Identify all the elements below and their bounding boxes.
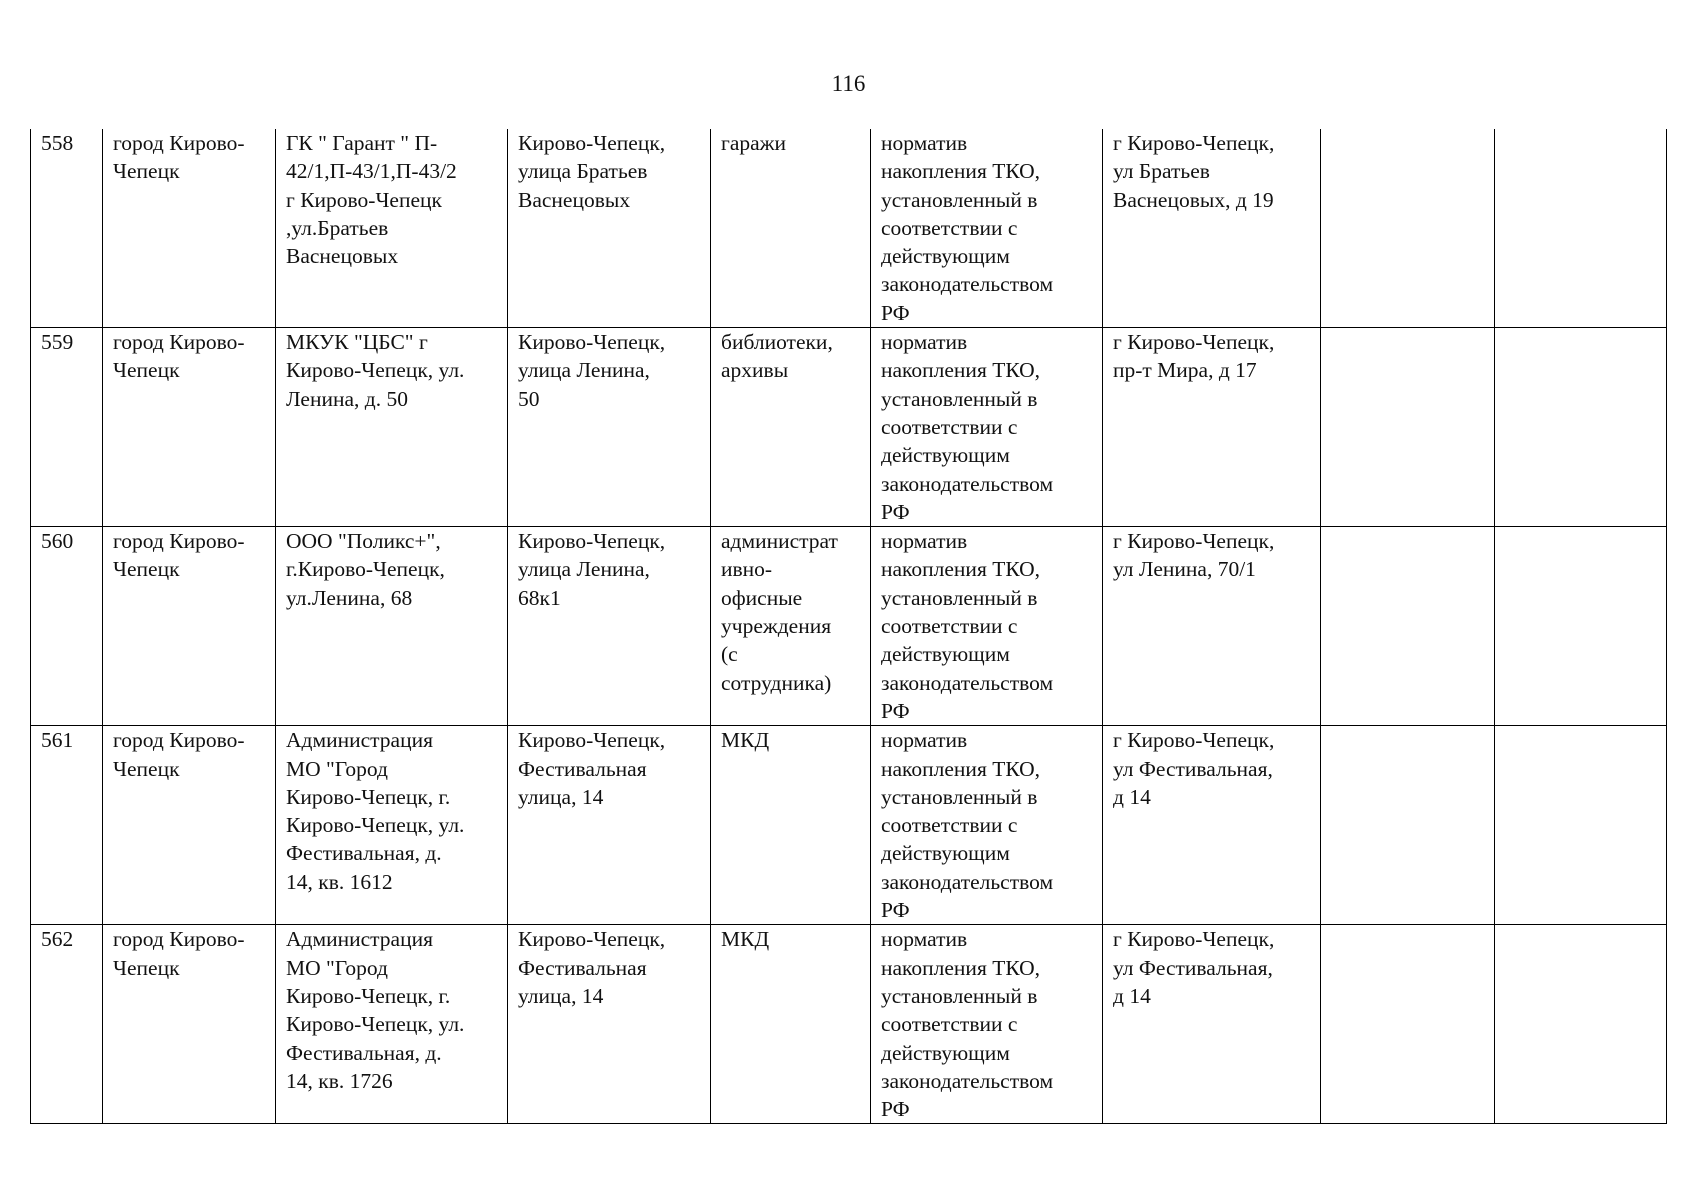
row-number-cell xyxy=(31,527,103,726)
row-number-cell xyxy=(31,129,103,328)
empty-cell xyxy=(1321,726,1495,925)
site-address-cell-text: г Кирово-Чепецк, ул Братьев Васнецовых, д 19 xyxy=(1113,131,1275,212)
accumulation-norm-cell-text: норматив накопления ТКО, установленный в соответствии с действующим законодательством РФ xyxy=(881,330,1054,524)
source-category-cell xyxy=(711,925,871,1124)
empty-cell xyxy=(1321,129,1495,328)
site-location-cell-text: Кирово-Чепецк, улица Ленина, 68к1 xyxy=(518,529,666,610)
site-address-cell xyxy=(1103,527,1321,726)
site-location-cell-text: Кирово-Чепецк, Фестивальная улица, 14 xyxy=(518,728,666,809)
site-location-cell-text: Кирово-Чепецк, улица Братьев Васнецовых xyxy=(518,131,666,212)
waste-source-cell-text: ГК " Гарант " П- 42/1,П-43/1,П-43/2 г Кирово-Чепецк ,ул.Братьев Васнецовых xyxy=(286,131,457,269)
source-category-cell xyxy=(711,328,871,527)
settlement-cell xyxy=(103,527,276,726)
site-address-cell xyxy=(1103,328,1321,527)
accumulation-norm-cell xyxy=(871,726,1103,925)
empty-cell xyxy=(1321,527,1495,726)
settlement-cell-text: город Кирово- Чепецк xyxy=(113,728,245,781)
source-category-cell xyxy=(711,726,871,925)
settlement-cell-text: город Кирово- Чепецк xyxy=(113,131,245,184)
table-row xyxy=(31,129,1667,328)
accumulation-norm-cell-text: норматив накопления ТКО, установленный в соответствии с действующим законодательством РФ xyxy=(881,529,1054,723)
waste-source-cell xyxy=(276,129,508,328)
table-row xyxy=(31,328,1667,527)
waste-source-cell-text: Администрация МО "Город Кирово-Чепецк, г. Кирово-Чепецк, ул. Фестивальная, д. 14, кв. 1726 xyxy=(286,927,465,1093)
site-address-cell-text: г Кирово-Чепецк, ул Ленина, 70/1 xyxy=(1113,529,1275,582)
accumulation-norm-cell-text: норматив накопления ТКО, установленный в соответствии с действующим законодательством РФ xyxy=(881,728,1054,923)
waste-source-cell-text: МКУК "ЦБС" г Кирово-Чепецк, ул. Ленина, д. 50 xyxy=(286,330,465,411)
waste-source-cell-text: ООО "Поликс+", г.Кирово-Чепецк, ул.Ленина, 68 xyxy=(286,529,445,610)
empty-cell xyxy=(1321,328,1495,527)
waste-source-cell xyxy=(276,925,508,1124)
source-category-cell-text: администрат ивно- офисные учреждения (с сотрудника) xyxy=(721,529,838,695)
site-address-cell xyxy=(1103,925,1321,1124)
table-row xyxy=(31,726,1667,925)
empty-cell xyxy=(1495,129,1667,328)
settlement-cell-text: город Кирово- Чепецк xyxy=(113,330,245,383)
source-category-cell-text: МКД xyxy=(721,927,770,952)
site-address-cell-text: г Кирово-Чепецк, ул Фестивальная, д 14 xyxy=(1113,927,1275,1008)
row-number-cell xyxy=(31,328,103,527)
site-location-cell xyxy=(508,726,711,925)
accumulation-norm-cell xyxy=(871,328,1103,527)
site-address-cell-text: г Кирово-Чепецк, ул Фестивальная, д 14 xyxy=(1113,728,1275,809)
row-number-cell-text: 562 xyxy=(41,927,74,952)
site-location-cell xyxy=(508,925,711,1124)
waste-source-cell xyxy=(276,726,508,925)
site-location-cell xyxy=(508,129,711,328)
accumulation-norm-cell-text: норматив накопления ТКО, установленный в соответствии с действующим законодательством РФ xyxy=(881,131,1054,325)
row-number-cell xyxy=(31,726,103,925)
source-category-cell-text: МКД xyxy=(721,728,770,753)
waste-sites-table xyxy=(30,129,1667,1124)
site-location-cell xyxy=(508,328,711,527)
row-number-cell-text: 561 xyxy=(41,728,74,753)
empty-cell xyxy=(1495,527,1667,726)
empty-cell xyxy=(1321,925,1495,1124)
source-category-cell-text: библиотеки, архивы xyxy=(721,330,833,383)
settlement-cell xyxy=(103,925,276,1124)
row-number-cell-text: 560 xyxy=(41,529,74,554)
waste-source-cell xyxy=(276,328,508,527)
table-row xyxy=(31,925,1667,1124)
waste-source-cell xyxy=(276,527,508,726)
source-category-cell xyxy=(711,129,871,328)
accumulation-norm-cell-text: норматив накопления ТКО, установленный в соответствии с действующим законодательством РФ xyxy=(881,927,1054,1122)
settlement-cell-text: город Кирово- Чепецк xyxy=(113,927,245,980)
site-location-cell xyxy=(508,527,711,726)
settlement-cell-text: город Кирово- Чепецк xyxy=(113,529,245,582)
site-address-cell xyxy=(1103,726,1321,925)
accumulation-norm-cell xyxy=(871,129,1103,328)
row-number-cell-text: 558 xyxy=(41,131,74,155)
table-row xyxy=(31,527,1667,726)
empty-cell xyxy=(1495,328,1667,527)
settlement-cell xyxy=(103,726,276,925)
settlement-cell xyxy=(103,328,276,527)
table-body xyxy=(31,129,1667,1124)
waste-source-cell-text: Администрация МО "Город Кирово-Чепецк, г. Кирово-Чепецк, ул. Фестивальная, д. 14, кв. 1612 xyxy=(286,728,465,894)
page-number: 116 xyxy=(831,71,866,96)
site-location-cell-text: Кирово-Чепецк, Фестивальная улица, 14 xyxy=(518,927,666,1008)
row-number-cell xyxy=(31,925,103,1124)
source-category-cell xyxy=(711,527,871,726)
site-address-cell xyxy=(1103,129,1321,328)
accumulation-norm-cell xyxy=(871,527,1103,726)
empty-cell xyxy=(1495,726,1667,925)
settlement-cell xyxy=(103,129,276,328)
source-category-cell-text: гаражи xyxy=(721,131,787,155)
accumulation-norm-cell xyxy=(871,925,1103,1124)
site-address-cell-text: г Кирово-Чепецк, пр-т Мира, д 17 xyxy=(1113,330,1275,383)
empty-cell xyxy=(1495,925,1667,1124)
site-location-cell-text: Кирово-Чепецк, улица Ленина, 50 xyxy=(518,330,666,411)
row-number-cell-text: 559 xyxy=(41,330,74,355)
